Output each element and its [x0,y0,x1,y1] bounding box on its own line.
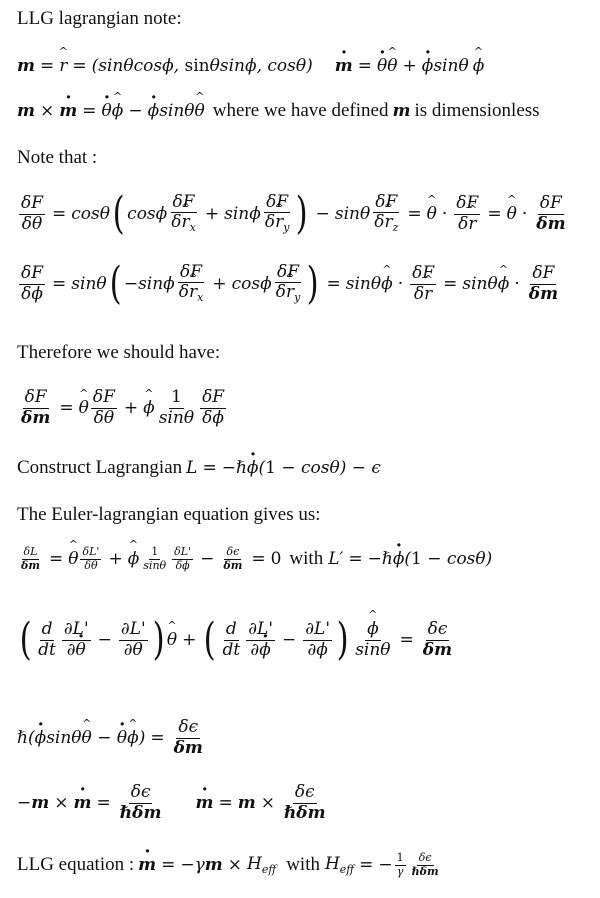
sym: · θ [377,56,387,76]
sym: = [202,458,217,478]
sym: · m [74,793,92,813]
fraction [169,193,198,235]
denominator: γ [396,864,404,878]
sym: ^ ϕ [112,101,124,121]
sym: + [108,549,123,570]
numerator: 1 [396,851,404,864]
sym: = [52,204,67,224]
sym: −sinϕ [123,274,175,294]
label-text: with [289,548,324,570]
sym: ^ θ [195,101,205,121]
sym: sinθ [71,274,107,294]
sym: m [237,793,256,814]
sym: = [96,793,111,814]
denominator: δm [21,558,40,572]
denominator: δm [528,283,559,304]
sym: ( [109,258,122,309]
equation-dF-dphi [17,258,562,309]
numerator: 1 [170,387,182,407]
denominator: ∂· θ [65,641,88,661]
llg-equation [17,852,443,878]
numerator: δL [23,545,38,558]
numerator: δL' [174,545,192,558]
sym: −ℏ· ϕ(1 − cosθ) [368,549,493,569]
denominator: δm [223,558,243,572]
numerator: δF [266,191,289,212]
sym: sinθ [462,274,498,294]
sym: = [72,56,87,76]
sym: = [359,855,374,876]
sym: ( [112,188,125,239]
sym: = [59,398,74,419]
sym: × [54,793,69,814]
sym: · m [59,101,77,121]
numerator: δF [412,262,435,283]
fraction [177,263,206,305]
numerator: d [41,618,53,639]
sym: · θ [102,101,112,121]
sym: = [399,630,414,650]
sym: · m [335,56,353,76]
sym: m [392,101,411,121]
sym: ) [306,258,319,309]
sym: = [48,549,64,570]
numerator: δϵ [427,618,448,639]
sym: cosθ [71,204,110,224]
fraction [36,620,58,660]
fraction [141,546,168,572]
denominator: ∂θ [123,639,143,660]
denominator: sinθ [355,639,391,660]
note-that-label [17,147,97,169]
sym: sinθ [334,204,371,224]
fraction [534,194,567,234]
denominator: δ^ r [456,215,478,235]
denominator: δθ [21,213,43,234]
equation-hbar [17,718,207,758]
denominator: δ^ r [412,285,434,305]
fraction [221,620,243,660]
sym: ) [336,614,349,665]
sym: = [52,274,67,294]
denominator: δϕ [21,283,43,304]
fraction [200,388,226,428]
denominator: δm [173,737,203,758]
numerator: δF [180,261,203,282]
sym: = [326,274,341,294]
fraction [527,264,560,304]
label-text: LLG equation : [17,854,135,876]
sym: = [251,549,266,570]
denominator: ∂ϕ [307,639,328,660]
m-components: (sinθcosϕ, sinθsinϕ, cosθ) [91,56,313,76]
sym: $H_{eff}$ [324,854,355,877]
sym: = [407,204,422,224]
equation-dF-dm [17,388,228,428]
fraction [80,546,101,572]
numerator: δF [276,261,300,282]
label-text: Note that : [17,147,98,168]
denominator: ℏδm [411,864,439,878]
denominator: δ^ $r_z$ [372,213,400,235]
sym: sinθ [433,56,469,76]
comment-text: where we have defined [212,100,389,121]
lagrangian-definition [17,457,381,479]
sym: ^ ϕ [473,56,485,76]
numerator: δϵ [178,717,199,737]
numerator: ∂L' [63,618,89,639]
sym: −ℏ· ϕ(1 − cosθ) − ϵ [222,458,381,478]
numerator: δF [172,191,195,212]
denominator: δϕ [175,558,190,572]
sym: ( [19,614,32,665]
sym: ^ θ [79,398,89,418]
sym: ^ ϕ [498,274,510,294]
label-text: Construct Lagrangian [17,457,183,478]
numerator: δϵ [294,782,315,802]
sym: cosϕ [231,274,272,294]
equation-cross-relations [17,783,330,823]
equation-cross-product [17,100,540,122]
sym: = [40,56,55,76]
denominator: dt [38,639,56,660]
equation-m-definition [17,56,484,76]
comment-text: is dimensionless [414,100,540,121]
denominator: sinθ [143,558,167,572]
sym: sinϕ [224,204,261,224]
title-text: LLG lagrangian note: [17,8,182,29]
sym: ^ ϕ [381,274,393,294]
fraction [395,852,406,878]
sym: m [17,101,35,121]
denominator: sinθ [158,407,195,428]
sym: · m [138,855,156,875]
sym: −γm [180,855,223,876]
denominator: ℏδm [283,802,326,823]
numerator: δF [539,192,562,213]
label-text: The Euler-lagrangian equation gives us: [17,504,321,525]
sym: ℏ(· ϕsinθ^ θ − · θ^ ϕ) [17,728,145,748]
numerator: δϵ [130,782,151,802]
sym: − [128,101,143,121]
sym: · m [195,793,213,813]
fraction [221,546,244,572]
denominator: δ^ $r_y$ [274,283,303,305]
denominator: δ^ $r_x$ [177,283,206,305]
numerator: δϵ [226,545,240,558]
fraction [263,193,292,235]
sym: × [260,793,275,814]
therefore-label [17,342,220,364]
sym: · [521,204,528,224]
numerator: δF [92,387,115,407]
denominator: ∂· ϕ [248,641,272,661]
sym: × [40,101,55,121]
denominator: δϕ [202,407,224,428]
fraction [246,620,275,660]
sym: = [161,855,176,876]
numerator: ^ ϕ [365,620,381,641]
euler-label [17,504,321,526]
sym: + [212,274,227,294]
denominator: δ^ $r_y$ [263,213,292,235]
sym: 0 [270,549,282,570]
equation-dF-dtheta [17,188,570,239]
fraction [91,388,117,428]
numerator: 1 [151,545,159,558]
sym: sinθ [345,274,382,294]
numerator: δF [24,387,47,407]
sym: + [182,630,197,650]
numerator: δL' [82,545,100,558]
sym: ^ r [59,56,67,76]
fraction [303,620,332,660]
sym: − [282,630,297,650]
label-text: Therefore we should have: [17,342,221,363]
fraction [410,264,436,304]
sym: L′ [328,549,344,570]
sym: ^ θ [427,204,437,224]
numerator: δF [375,191,398,212]
fraction [157,388,196,428]
sym: cosϕ [127,204,168,224]
sym: ^ θ [387,56,397,76]
sym: ) [295,188,309,239]
fraction [19,194,45,234]
fraction [172,546,193,572]
fraction [274,263,303,305]
denominator: dt [222,639,241,660]
sym: ^ θ [167,630,177,650]
sym: − [97,630,112,650]
numerator: δF [202,387,225,407]
sym: = [357,56,372,76]
sym: = [487,204,502,224]
sym: ^ ϕ [128,549,140,569]
sym: + [402,56,417,76]
numerator: ∂L' [305,618,331,639]
numerator: δϵ [418,851,432,864]
sym: + [123,398,139,419]
fraction [454,194,480,234]
numerator: δF [21,262,44,283]
sym: = [150,728,165,749]
fraction [19,264,45,304]
sym: = [443,274,458,294]
sym: = [82,101,97,121]
sym: · [397,274,404,294]
fraction [62,620,91,660]
numerator: δF [532,262,555,283]
denominator: ℏδm [119,802,162,823]
denominator: δm [536,213,566,234]
numerator: ∂L' [120,618,146,639]
sym: m [17,56,35,76]
denominator: δm [21,407,51,428]
sym: −m [17,793,50,814]
sym: · [514,274,520,294]
fraction [19,388,52,428]
sym: $H_{eff}$ [247,854,277,877]
numerator: δF [21,192,44,213]
sym: = [348,549,363,570]
sym: ^ ϕ [143,398,155,418]
sym: × [227,855,243,876]
fraction [372,193,400,235]
fraction [118,783,164,823]
denominator: δθ [84,558,98,572]
sym: ^ θ [507,204,517,224]
sym: · ϕ [422,56,434,76]
equation-euler-expanded [17,614,456,665]
denominator: δm [422,639,453,660]
numerator: δF [456,192,479,213]
note-title [17,8,182,30]
denominator: δ^ $r_x$ [169,213,198,235]
equation-euler-lagrange [17,546,492,572]
sym: − [200,549,215,570]
fraction [410,852,441,878]
fraction [282,783,328,823]
fraction [119,620,148,660]
sym: ( [203,614,216,665]
fraction [172,718,205,758]
sym: = [218,793,233,814]
sym: sinϕ [138,274,175,294]
denominator: δθ [93,407,115,428]
sym: · ϕ [148,101,160,121]
numerator: d [225,618,237,639]
sym: + [204,204,220,224]
fraction [19,546,42,572]
sym: − [378,855,393,876]
sym: · [441,204,448,224]
sym: ^ θ [68,549,78,569]
sym: ) [152,614,165,665]
sym: L [186,458,198,478]
numerator: ∂L' [248,618,273,639]
sym: sinθ [159,101,195,121]
fraction [421,620,454,660]
label-text: with [286,854,320,876]
fraction [353,620,392,660]
sym: − [315,204,330,224]
